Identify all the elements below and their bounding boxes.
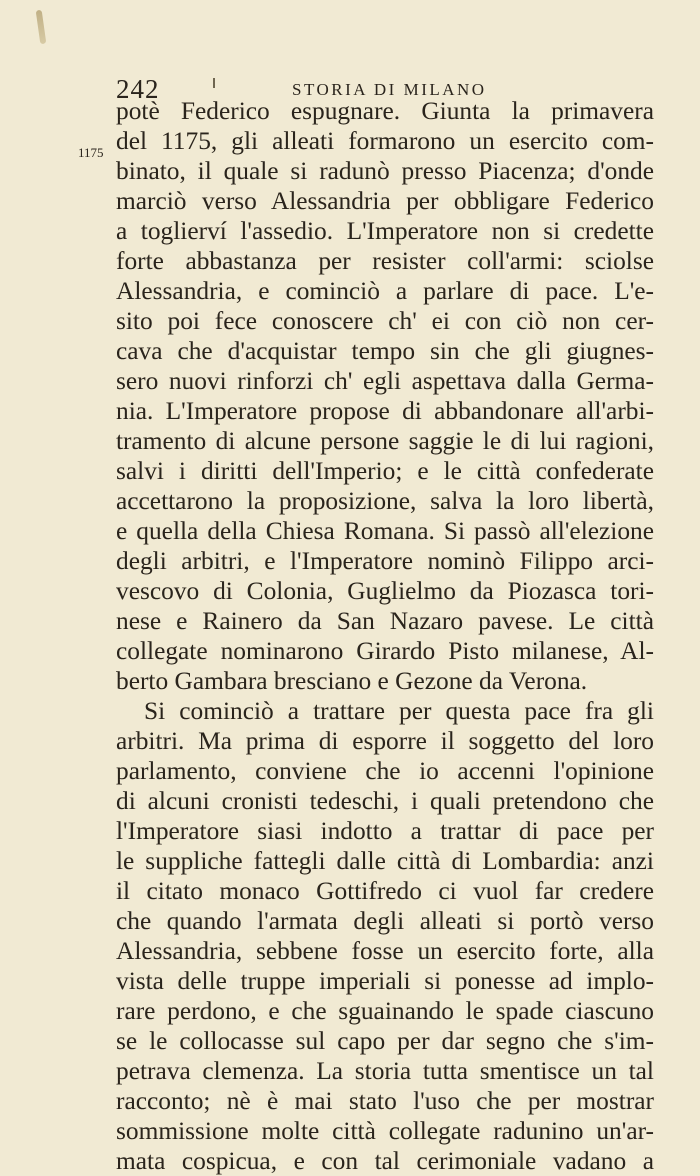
text-line: racconto; nè è mai stato l'uso che per mostrar	[116, 1087, 654, 1115]
text-line: a toglierví l'assedio. L'Imperatore non si credette	[116, 217, 654, 245]
text-line: petrava clemenza. La storia tutta smentisce un tal	[116, 1057, 654, 1085]
text-line: il citato monaco Gottifredo ci vuol far credere	[116, 877, 654, 905]
margin-year-note: 1175	[78, 145, 104, 160]
page-number: 242	[116, 74, 160, 104]
text-line: parlamento, conviene che io accenni l'opinione	[116, 757, 654, 785]
page-stain-mark	[36, 10, 47, 45]
text-line: marciò verso Alessandria per obbligare Federico	[116, 187, 654, 215]
text-line: nese e Rainero da San Nazaro pavese. Le città	[116, 607, 654, 635]
text-line: l'Imperatore siasi indotto a trattar di pace per	[116, 817, 654, 845]
text-line: accettarono la proposizione, salva la loro libertà,	[116, 487, 654, 515]
text-line: degli arbitri, e l'Imperatore nominò Filippo arci-	[116, 547, 654, 575]
text-line: nia. L'Imperatore propose di abbandonare all'arbi-	[116, 397, 654, 425]
header-tick-mark	[213, 78, 215, 88]
text-line: se le collocasse sul capo per dar segno che s'im-	[116, 1027, 654, 1055]
text-line: cava che d'acquistar tempo sin che gli giugnes-	[116, 337, 654, 365]
text-line: arbitri. Ma prima di esporre il soggetto del loro	[116, 727, 654, 755]
text-line: del 1175, gli alleati formarono un esercito com-	[116, 127, 654, 155]
text-line: Alessandria, sebbene fosse un esercito forte, alla	[116, 937, 654, 965]
text-line: salvi i diritti dell'Imperio; e le città confederate	[116, 457, 654, 485]
text-line: che quando l'armata degli alleati si portò verso	[116, 907, 654, 935]
text-line: forte abbastanza per resister coll'armi: sciolse	[116, 247, 654, 275]
text-line: vescovo di Colonia, Guglielmo da Piozasca tori-	[116, 577, 654, 605]
text-line-paragraph-start: Si cominciò a trattare per questa pace fra gli	[144, 697, 654, 725]
running-head: STORIA DI MILANO	[292, 80, 487, 99]
text-line: Alessandria, e cominciò a parlare di pace. L'e-	[116, 277, 654, 305]
text-line: collegate nominarono Girardo Pisto milanese, Al-	[116, 637, 654, 665]
text-line: le suppliche fattegli dalle città di Lombardia: anzi	[116, 847, 654, 875]
text-line: tramento di alcune persone saggie le di lui ragioni,	[116, 427, 654, 455]
text-line: di alcuni cronisti tedeschi, i quali pretendono che	[116, 787, 654, 815]
text-line: sommissione molte città collegate radunino un'ar-	[116, 1117, 654, 1145]
text-line-paragraph-end: berto Gambara bresciano e Gezone da Verona.	[116, 667, 588, 695]
text-line: sero nuovi rinforzi ch' egli aspettava dalla Germa-	[116, 367, 654, 395]
text-line: e quella della Chiesa Romana. Si passò all'elezione	[116, 517, 654, 545]
text-line: potè Federico espugnare. Giunta la primavera	[116, 97, 654, 125]
text-line: mata cospicua, e con tal cerimoniale vadano a	[116, 1147, 654, 1175]
text-line: rare perdono, e che sguainando le spade ciascuno	[116, 997, 654, 1025]
text-line: sito poi fece conoscere ch' ei con ciò non cer-	[116, 307, 654, 335]
text-line: vista delle truppe imperiali si ponesse ad implo-	[116, 967, 654, 995]
text-line: binato, il quale si radunò presso Piacenza; d'onde	[116, 157, 654, 185]
